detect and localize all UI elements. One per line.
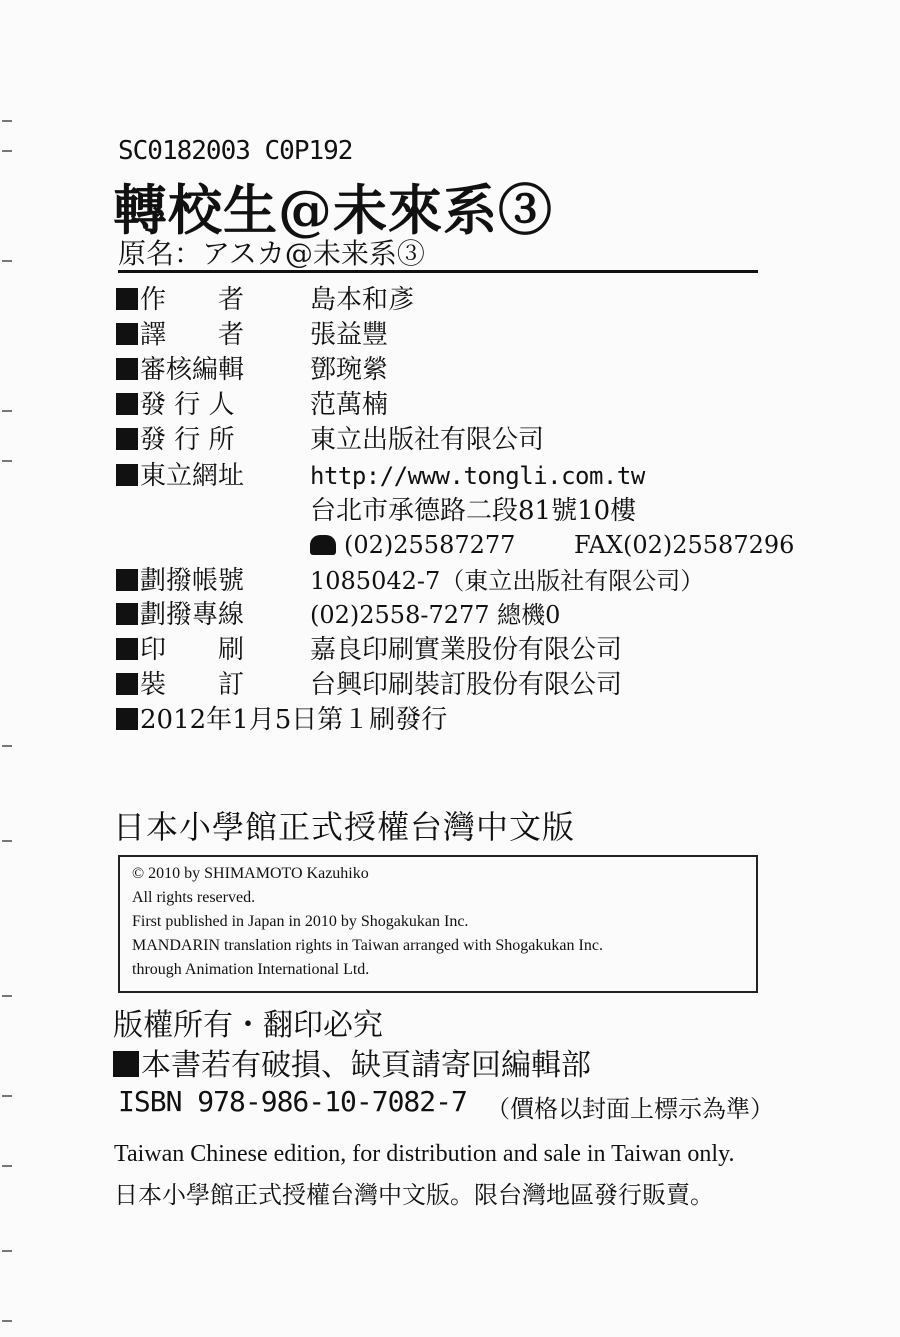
credit-value-binding: 台興印刷裝訂股份有限公司	[310, 670, 623, 700]
copyright-box	[118, 855, 758, 993]
credit-label: 作 者	[140, 285, 245, 315]
price-note: （價格以封面上標示為準）	[486, 1095, 774, 1123]
credit-row-postal-line	[116, 599, 300, 631]
footer-english: Taiwan Chinese edition, for distribution and sale in Taiwan only.	[114, 1141, 735, 1167]
credit-row-postal-account	[116, 565, 300, 597]
credit-label: 劃撥專線	[140, 600, 245, 630]
copyright-line: through Animation International Ltd.	[132, 961, 370, 978]
damaged-notice-text: 本書若有破損、缺頁請寄回編輯部	[141, 1048, 591, 1083]
credit-value-postal-account: 1085042-7（東立出版社有限公司）	[310, 567, 705, 595]
credit-row-binding	[116, 669, 300, 701]
credit-row-website	[116, 460, 300, 492]
scan-edge-mark	[2, 1165, 12, 1167]
credit-label: 審核編輯	[140, 355, 245, 385]
divider	[118, 270, 758, 273]
credit-row-publisher	[116, 389, 300, 421]
bullet-square-icon	[116, 323, 138, 345]
fax-number: FAX(02)25587296	[574, 531, 795, 559]
publish-date: 2012年1月5日第１刷發行	[140, 705, 448, 735]
credit-label: 劃撥帳號	[140, 566, 245, 596]
credit-value-printing: 嘉良印刷實業股份有限公司	[310, 635, 623, 665]
product-code: SC0182003 C0P192	[118, 136, 353, 166]
scan-edge-mark	[2, 410, 12, 412]
website-link[interactable]: http://www.tongli.com.tw	[310, 462, 645, 490]
phone-line	[310, 529, 515, 561]
scan-edge-mark	[2, 1320, 12, 1322]
scan-edge-mark	[2, 460, 12, 462]
book-title: 轉校生@未來系③	[113, 178, 553, 242]
scan-edge-mark	[2, 745, 12, 747]
credit-label: 發 行 人	[140, 390, 235, 420]
license-statement: 日本小學館正式授權台灣中文版	[113, 808, 576, 846]
bullet-square-icon	[116, 393, 138, 415]
bullet-square-icon	[116, 569, 138, 591]
credit-row-printing	[116, 634, 300, 666]
credit-row-translator	[116, 319, 300, 351]
credit-value-editor: 鄧琬縈	[310, 355, 389, 385]
bullet-square-icon	[116, 428, 138, 450]
credit-row-editor	[116, 354, 300, 386]
bullet-square-icon	[113, 1051, 139, 1077]
bullet-square-icon	[116, 358, 138, 380]
copyright-line: All rights reserved.	[132, 889, 256, 906]
publish-date-row	[116, 704, 447, 736]
phone-icon	[310, 535, 336, 555]
credit-label: 發 行 所	[140, 425, 235, 455]
copyright-line: MANDARIN translation rights in Taiwan arranged with Shogakukan Inc.	[132, 937, 603, 954]
credit-value-publisher: 范萬楠	[310, 390, 389, 420]
scan-edge-mark	[2, 120, 12, 122]
credit-label: 譯 者	[140, 320, 245, 350]
credit-label: 印 刷	[140, 635, 245, 665]
bullet-square-icon	[116, 673, 138, 695]
copyright-line: First published in Japan in 2010 by Shogakukan Inc.	[132, 913, 469, 930]
address: 台北市承德路二段81號10樓	[310, 496, 637, 526]
credit-value-publishing-house: 東立出版社有限公司	[310, 425, 545, 455]
scan-edge-mark	[2, 260, 12, 262]
credit-label: 裝 訂	[140, 670, 245, 700]
credit-label: 東立網址	[140, 461, 245, 491]
bullet-square-icon	[116, 708, 138, 730]
bullet-square-icon	[116, 288, 138, 310]
damaged-notice	[113, 1040, 591, 1084]
credit-value-author: 島本和彥	[310, 285, 415, 315]
scan-edge-mark	[2, 995, 12, 997]
footer-chinese: 日本小學館正式授權台灣中文版。限台灣地區發行販賣。	[114, 1181, 714, 1209]
scan-edge-mark	[2, 1250, 12, 1252]
credit-row-publishing-house	[116, 424, 300, 456]
copyright-line: © 2010 by SHIMAMOTO Kazuhiko	[132, 865, 369, 882]
bullet-square-icon	[116, 603, 138, 625]
scan-edge-mark	[2, 150, 12, 152]
bullet-square-icon	[116, 464, 138, 486]
credit-value-translator: 張益豐	[310, 320, 389, 350]
isbn: ISBN 978-986-10-7082-7	[118, 1085, 467, 1118]
phone-number: (02)25587277	[344, 531, 516, 559]
scan-edge-mark	[2, 840, 12, 842]
bullet-square-icon	[116, 638, 138, 660]
rights-reserved: 版權所有・翻印必究	[113, 1008, 383, 1043]
credit-row-author	[116, 284, 300, 316]
scan-edge-mark	[2, 1095, 12, 1097]
credit-value-postal-line: (02)2558-7277 總機0	[310, 601, 561, 629]
original-title: 原名：アスカ@未来系③	[118, 237, 425, 270]
